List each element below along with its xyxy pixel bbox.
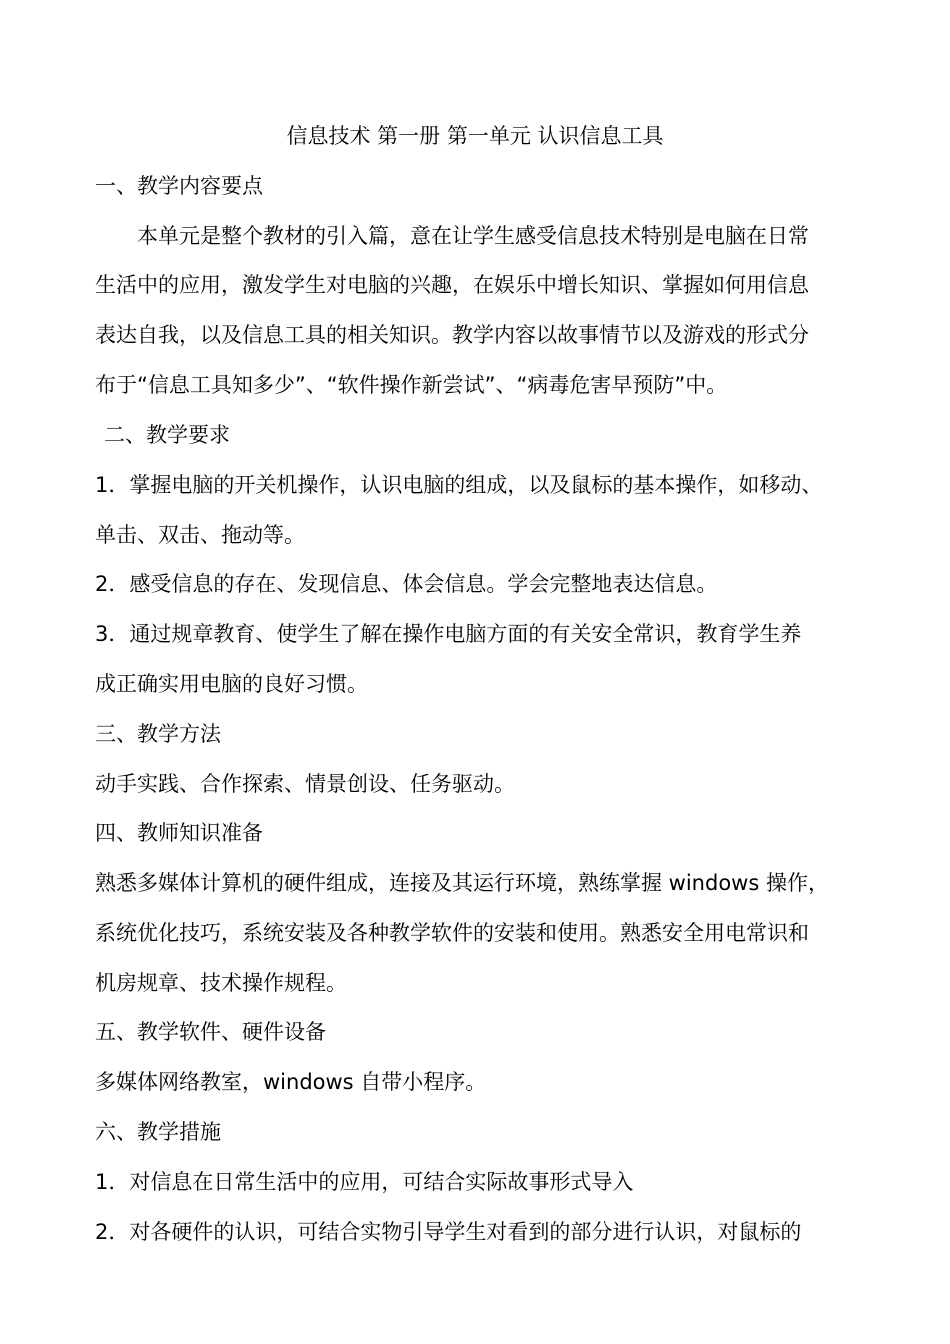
list-item-line: 单击、双击、拖动等。 — [95, 523, 305, 547]
paragraph-line: 多媒体网络教室，windows 自带小程序。 — [95, 1070, 487, 1094]
list-item-line: 1．掌握电脑的开关机操作，认识电脑的组成，以及鼠标的基本操作，如移动、 — [95, 473, 823, 497]
list-item-line: 2．感受信息的存在、发现信息、体会信息。学会完整地表达信息。 — [95, 572, 718, 596]
paragraph-line: 熟悉多媒体计算机的硬件组成，连接及其运行环境，熟练掌握 windows 操作， — [95, 871, 829, 895]
section-heading-4: 四、教师知识准备 — [95, 821, 263, 845]
list-item-line: 1．对信息在日常生活中的应用，可结合实际故事形式导入 — [95, 1170, 634, 1194]
paragraph-line: 系统优化技巧，系统安装及各种教学软件的安装和使用。熟悉安全用电常识和 — [95, 921, 809, 945]
paragraph-line: 机房规章、技术操作规程。 — [95, 971, 347, 995]
paragraph-line: 动手实践、合作探索、情景创设、任务驱动。 — [95, 772, 515, 796]
paragraph-line: 表达自我，以及信息工具的相关知识。教学内容以故事情节以及游戏的形式分 — [95, 323, 809, 347]
section-heading-5: 五、教学软件、硬件设备 — [95, 1020, 326, 1044]
section-heading-1: 一、教学内容要点 — [95, 174, 263, 198]
list-item-line: 3．通过规章教育、使学生了解在操作电脑方面的有关安全常识，教育学生养 — [95, 622, 802, 646]
section-heading-2: 二、教学要求 — [104, 423, 230, 447]
paragraph-line: 本单元是整个教材的引入篇，意在让学生感受信息技术特别是电脑在日常 — [137, 224, 809, 248]
list-item-line: 2．对各硬件的认识，可结合实物引导学生对看到的部分进行认识，对鼠标的 — [95, 1220, 802, 1244]
document-title: 信息技术 第一册 第一单元 认识信息工具 — [286, 124, 664, 148]
list-item-line: 成正确实用电脑的良好习惯。 — [95, 672, 368, 696]
paragraph-line: 生活中的应用，激发学生对电脑的兴趣，在娱乐中增长知识、掌握如何用信息 — [95, 273, 809, 297]
paragraph-line: 布于“信息工具知多少”、“软件操作新尝试”、“病毒危害早预防”中。 — [95, 373, 728, 397]
section-heading-3: 三、教学方法 — [95, 722, 221, 746]
section-heading-6: 六、教学措施 — [95, 1120, 221, 1144]
